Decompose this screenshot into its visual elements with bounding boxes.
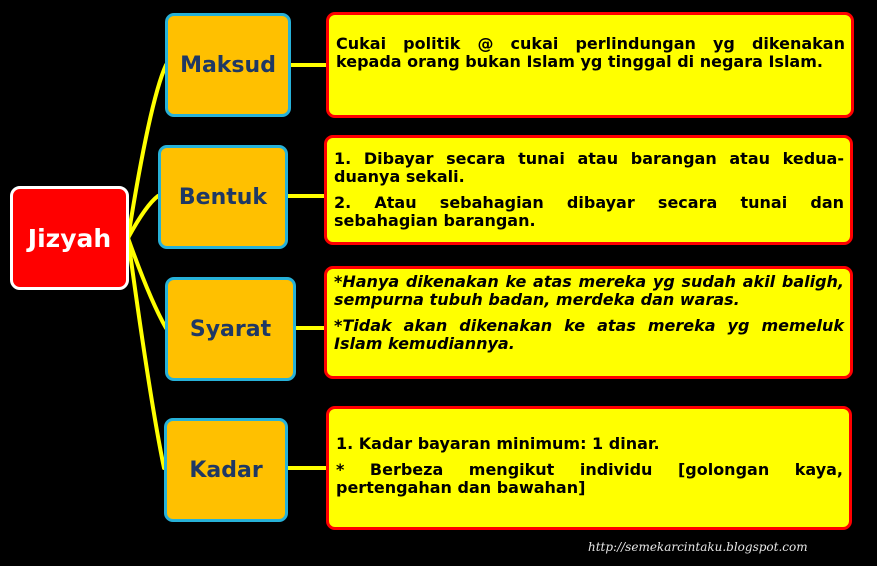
description-text: 2. Atau sebahagian dibayar secara tunai dan sebahagian barangan.	[334, 193, 844, 230]
root-label: Jizyah	[27, 223, 112, 253]
description-bentuk	[324, 135, 853, 245]
credit-url: http://semekarcintaku.blogspot.com	[588, 540, 808, 554]
category-syarat	[165, 277, 296, 381]
connector-root-kadar	[128, 238, 164, 468]
description-kadar	[326, 406, 852, 530]
description-text: 1. Kadar bayaran minimum: 1 dinar.	[336, 434, 660, 453]
category-maksud	[165, 13, 291, 117]
description-text: Cukai politik @ cukai perlindungan yg dikenakan kepada orang bukan Islam yg tinggal di negara Islam.	[336, 34, 845, 71]
root-node-jizyah	[10, 186, 129, 290]
category-label: Maksud	[180, 52, 276, 78]
description-text: 1. Dibayar secara tunai atau barangan atau kedua-duanya sekali.	[334, 149, 844, 186]
description-maksud	[326, 12, 854, 118]
category-kadar	[164, 418, 288, 522]
description-text: *Tidak akan dikenakan ke atas mereka yg memeluk Islam kemudiannya.	[334, 316, 844, 353]
category-label: Kadar	[189, 457, 263, 483]
description-text: * Berbeza mengikut individu [golongan kaya, pertengahan dan bawahan]	[336, 460, 843, 497]
category-bentuk	[158, 145, 288, 249]
category-label: Syarat	[189, 316, 272, 342]
description-text: *Hanya dikenakan ke atas mereka yg sudah akil baligh, sempurna tubuh badan, merdeka dan waras.	[334, 272, 844, 309]
category-label: Bentuk	[178, 184, 268, 210]
description-syarat	[324, 266, 853, 379]
